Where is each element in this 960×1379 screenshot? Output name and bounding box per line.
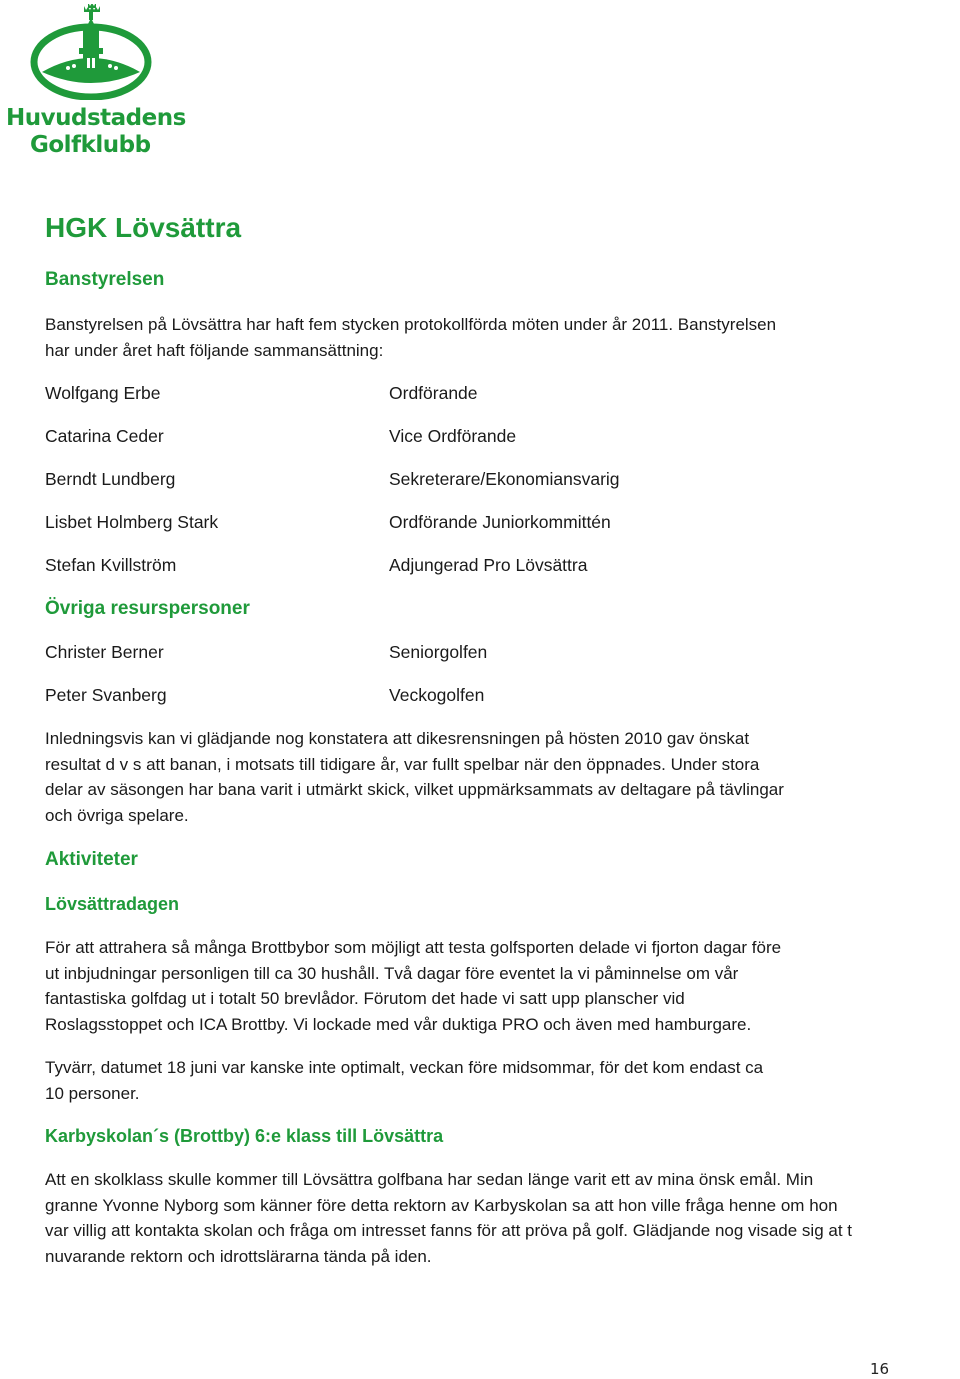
member-name: Berndt Lundberg: [45, 469, 176, 489]
page-title: HGK Lövsättra: [45, 212, 242, 243]
member-name: Stefan Kvillström: [45, 555, 177, 575]
person-role: Seniorgolfen: [389, 642, 488, 662]
member-name: Lisbet Holmberg Stark: [45, 512, 219, 532]
logo-line-2: Golfklubb: [30, 132, 151, 158]
member-name: Wolfgang Erbe: [45, 383, 161, 403]
paragraph-line: Att en skolklass skulle kommer till Lövsättra golfbana har sedan länge varit ett av mina önsk emål. Min: [45, 1170, 814, 1189]
member-role: Ordförande: [389, 383, 478, 403]
member-role: Ordförande Juniorkommittén: [389, 512, 611, 532]
paragraph-line: 10 personer.: [45, 1083, 140, 1103]
paragraph-line: För att attrahera så många Brottbybor som möjligt att testa golfsporten delade vi fjorton dagar före: [45, 938, 782, 957]
paragraph-line: och övriga spelare.: [45, 805, 189, 825]
ovriga-heading: Övriga resurspersoner: [45, 598, 250, 619]
person-name: Peter Svanberg: [45, 685, 167, 705]
aktiviteter-heading: Aktiviteter: [45, 849, 138, 870]
paragraph-line: fantastiska golfdag ut i totalt 50 brevlådor. Förutom det hade vi satt upp planscher vid: [45, 989, 685, 1009]
paragraph-line: ut inbjudningar personligen till ca 30 hushåll. Två dagar före eventet la vi påminnelse om vår: [45, 963, 739, 983]
page-number: 16: [870, 1360, 890, 1378]
banstyrelsen-intro: [45, 312, 957, 363]
intro-line: Banstyrelsen på Lövsättra har haft fem stycken protokollförda möten under år 2011. Banstyrelsen: [45, 315, 777, 334]
paragraph-line: nuvarande rektorn och idrottslärarna tända på iden.: [45, 1246, 432, 1266]
member-role: Adjungerad Pro Lövsättra: [389, 555, 588, 575]
paragraph-line: Roslagsstoppet och ICA Brottby. Vi lockade med vår duktiga PRO och även med hamburgare.: [45, 1014, 752, 1034]
paragraph-line: Tyvärr, datumet 18 juni var kanske inte optimalt, veckan före midsommar, för det kom endast ca: [45, 1058, 764, 1077]
member-role: Vice Ordförande: [389, 426, 517, 446]
intro-line: har under året haft följande sammansättning:: [45, 340, 384, 360]
club-logo: [2, 4, 186, 158]
member-role: Sekreterare/Ekonomiansvarig: [389, 469, 620, 489]
city-hall-logo-icon: [30, 4, 152, 100]
paragraph-line: Inledningsvis kan vi glädjande nog konstatera att dikesrensningen på hösten 2010 gav önskat: [45, 729, 750, 748]
paragraph-line: granne Yvonne Nyborg som känner före detta rektorn av Karbyskolan sa att hon ville fråga henne om hon: [45, 1195, 838, 1215]
inledning-paragraph: [45, 726, 957, 828]
lovsattradagen-heading: Lövsättradagen: [45, 894, 180, 914]
member-name: Catarina Ceder: [45, 426, 164, 446]
person-name: Christer Berner: [45, 642, 164, 662]
lovsattradagen-paragraph-2: [45, 1055, 957, 1106]
banstyrelsen-heading: Banstyrelsen: [45, 269, 165, 290]
paragraph-line: delar av säsongen har bana varit i utmärkt skick, vilket uppmärksammats av deltagare på tävlingar: [45, 780, 784, 800]
person-role: Veckogolfen: [389, 685, 485, 705]
paragraph-line: var villig att kontakta skolan och fråga om intresset fanns för att pröva på golf. Glädjande nog visade sig at t: [45, 1221, 853, 1241]
logo-line-1: Huvudstadens: [6, 105, 186, 131]
karbyskolan-paragraph: [45, 1167, 957, 1269]
lovsattradagen-paragraph-1: [45, 935, 957, 1037]
karbyskolan-heading: Karbyskolan´s (Brottby) 6:e klass till Lövsättra: [45, 1126, 444, 1146]
paragraph-line: resultat d v s att banan, i motsats till tidigare år, var fullt spelbar när den öppnades. Under stora: [45, 754, 760, 774]
